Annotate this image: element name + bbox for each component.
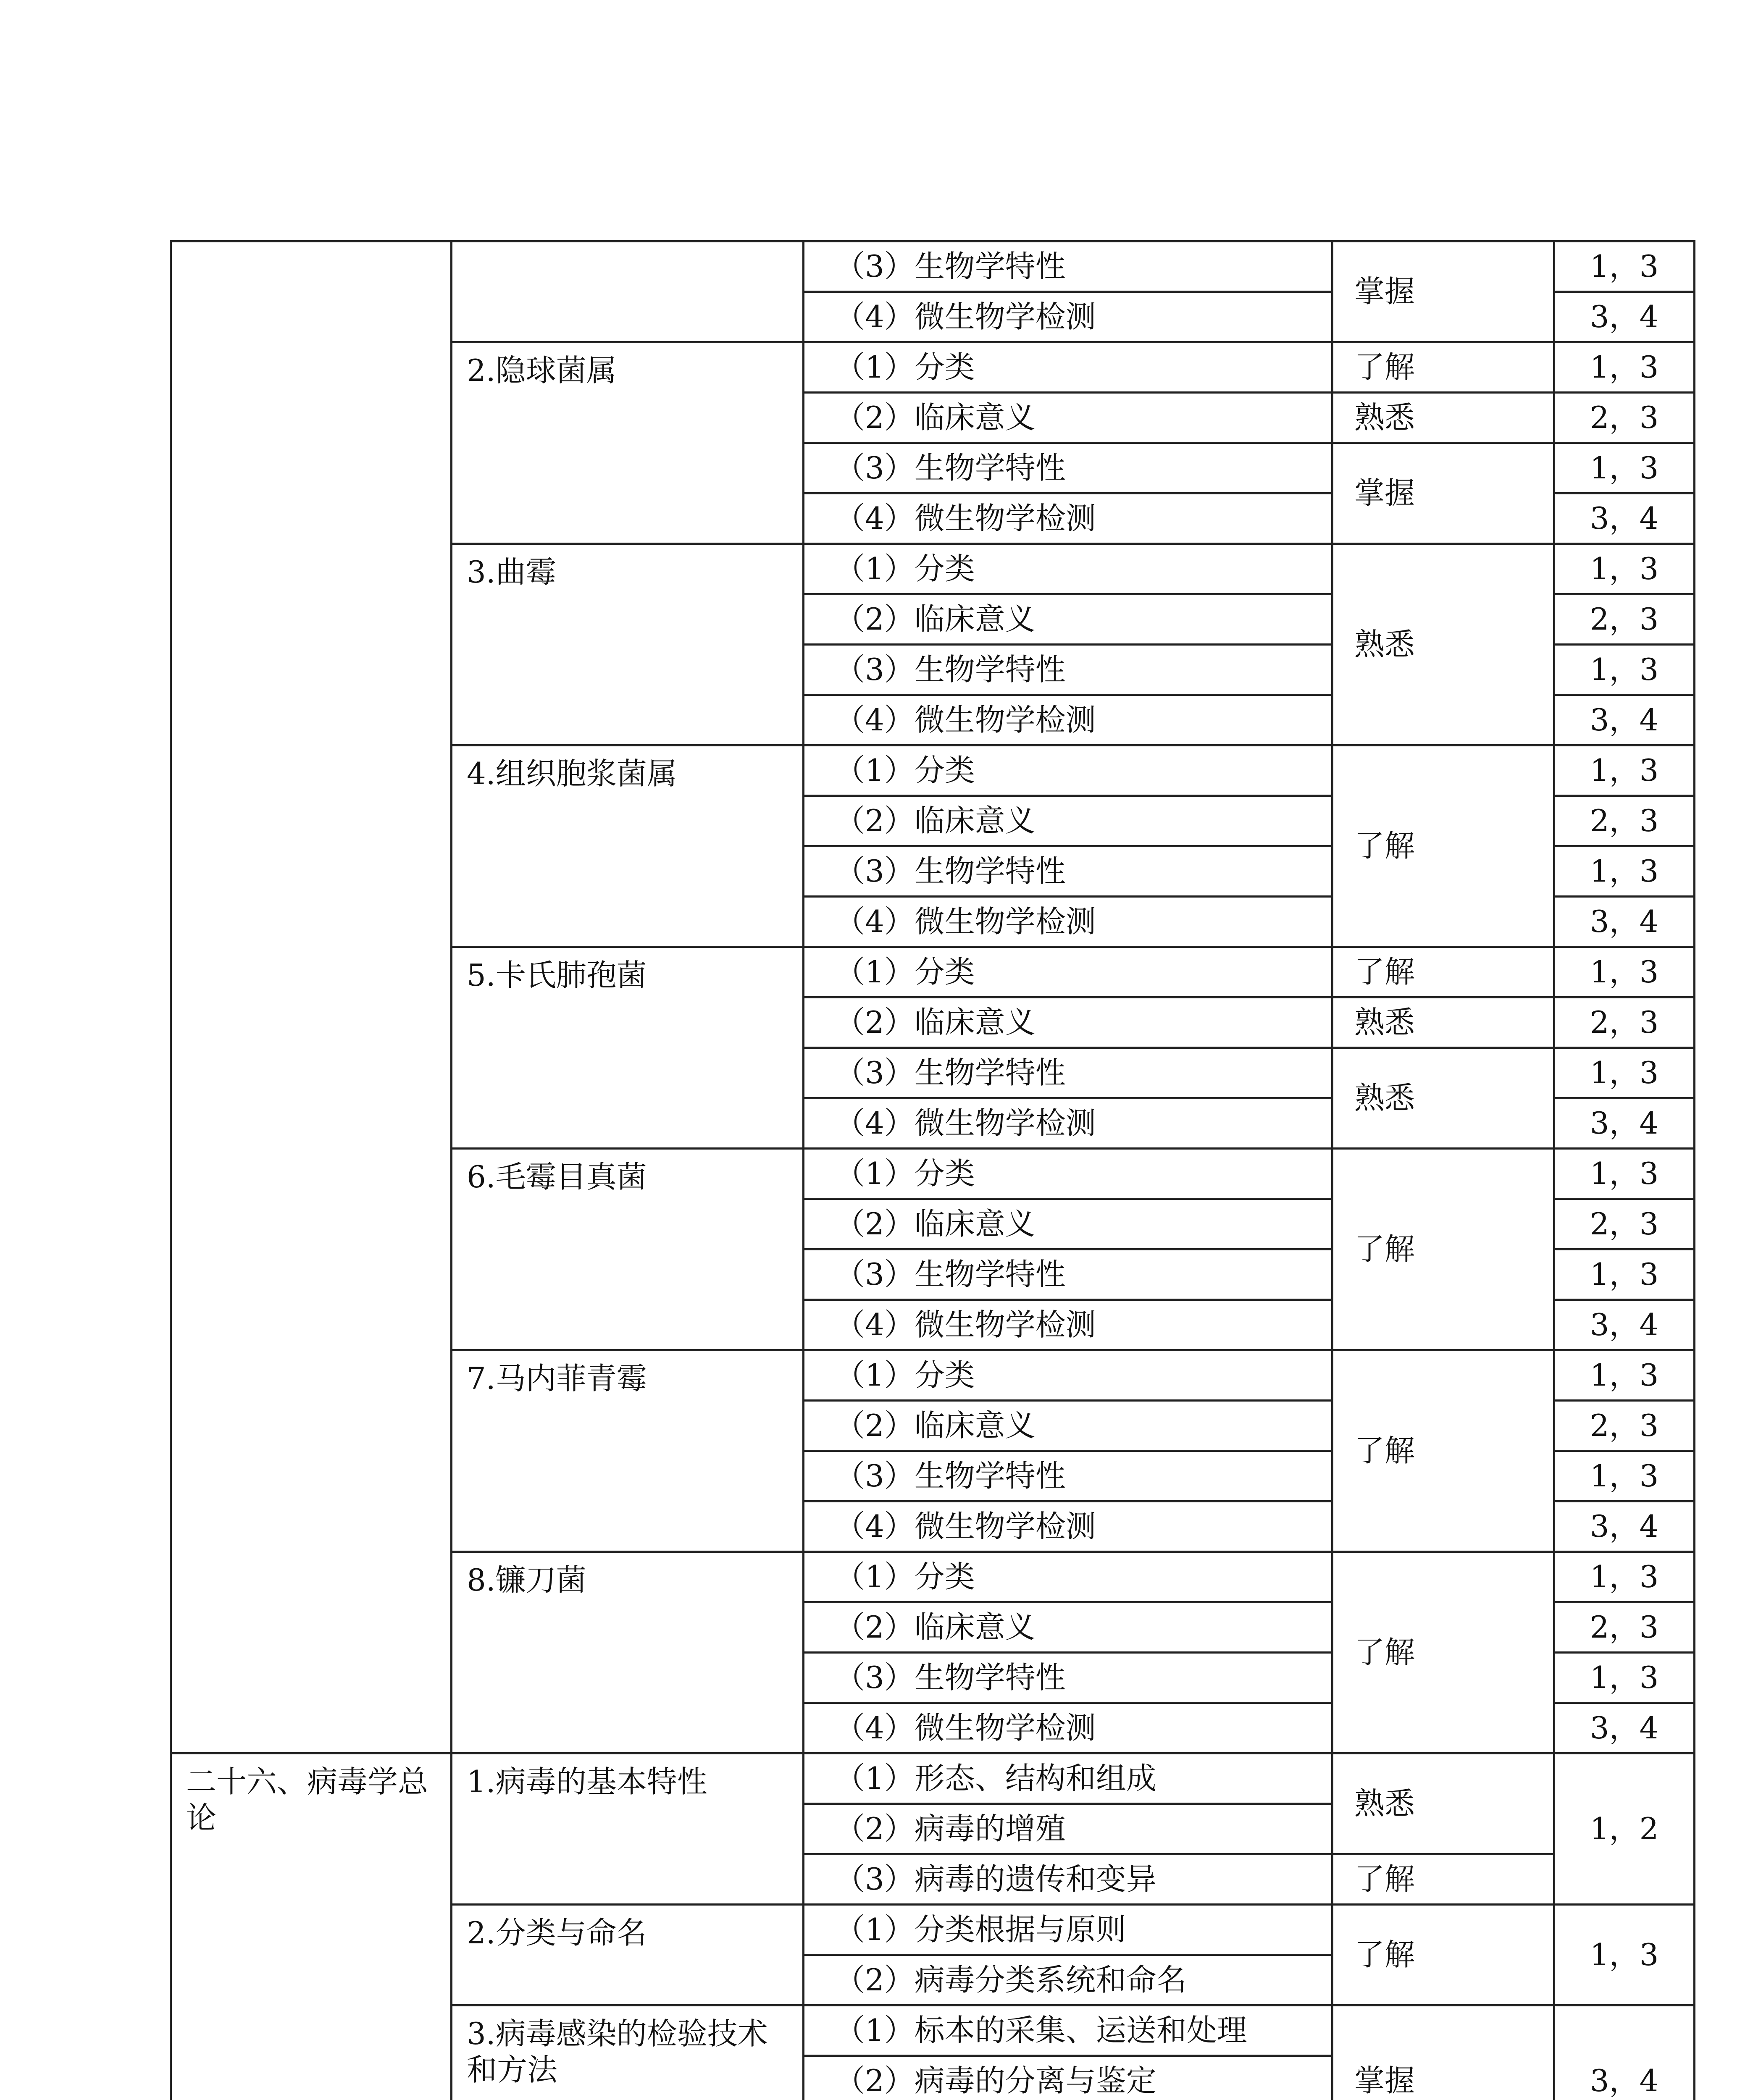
content-cell: （1）标本的采集、运送和处理: [804, 2006, 1332, 2056]
topic-cell: 1.病毒的基本特性: [452, 1754, 804, 1905]
requirement-cell: 了解: [1332, 1854, 1554, 1905]
content-cell: （2）病毒分类系统和命名: [804, 1955, 1332, 2006]
topic-cell: 8.镰刀菌: [452, 1552, 804, 1754]
content-cell: （2）临床意义: [804, 393, 1332, 443]
requirement-cell: 了解: [1332, 1149, 1554, 1350]
cognitive-level-cell: 2，3: [1554, 1199, 1695, 1250]
requirement-cell: 熟悉: [1332, 393, 1554, 443]
requirement-cell: 了解: [1332, 746, 1554, 947]
topic-cell: 4.组织胞浆菌属: [452, 746, 804, 947]
cognitive-level-cell: 1，3: [1554, 645, 1695, 695]
topic-cell: 5.卡氏肺孢菌: [452, 947, 804, 1149]
syllabus-table-body: [171, 242, 1695, 2100]
cognitive-level-cell: 3，4: [1554, 1098, 1695, 1149]
requirement-cell: 了解: [1332, 1552, 1554, 1754]
unit-cell: [171, 242, 452, 1754]
cognitive-level-cell: 1，3: [1554, 947, 1695, 998]
content-cell: （1）分类: [804, 746, 1332, 796]
topic-cell: [452, 242, 804, 342]
cognitive-level-cell: 1，3: [1554, 1653, 1695, 1703]
cognitive-level-cell: 2，3: [1554, 393, 1695, 443]
topic-cell: 3.病毒感染的检验技术和方法: [452, 2006, 804, 2100]
cognitive-level-cell: 3，4: [1554, 1502, 1695, 1552]
requirement-cell: 掌握: [1332, 443, 1554, 544]
cognitive-level-cell: 3，4: [1554, 292, 1695, 342]
content-cell: （4）微生物学检测: [804, 292, 1332, 342]
cognitive-level-cell: 1，3: [1554, 846, 1695, 897]
requirement-cell: 了解: [1332, 342, 1554, 393]
content-cell: （1）分类: [804, 342, 1332, 393]
cognitive-level-cell: 2，3: [1554, 1602, 1695, 1653]
topic-cell: 3.曲霉: [452, 544, 804, 746]
content-cell: （2）病毒的增殖: [804, 1804, 1332, 1854]
requirement-cell: 了解: [1332, 1350, 1554, 1552]
content-cell: （2）临床意义: [804, 1401, 1332, 1451]
topic-cell: 2.分类与命名: [452, 1905, 804, 2006]
requirement-cell: 熟悉: [1332, 544, 1554, 746]
content-cell: （1）分类根据与原则: [804, 1905, 1332, 1955]
content-cell: （2）临床意义: [804, 998, 1332, 1048]
cognitive-level-cell: 3，4: [1554, 2006, 1695, 2100]
cognitive-level-cell: 1，3: [1554, 1149, 1695, 1199]
requirement-cell: 了解: [1332, 947, 1554, 998]
cognitive-level-cell: 1，3: [1554, 746, 1695, 796]
content-cell: （2）病毒的分离与鉴定: [804, 2056, 1332, 2100]
content-cell: （4）微生物学检测: [804, 1703, 1332, 1754]
cognitive-level-cell: 1，3: [1554, 544, 1695, 594]
content-cell: （1）分类: [804, 1350, 1332, 1401]
content-cell: （4）微生物学检测: [804, 1300, 1332, 1350]
content-cell: （1）形态、结构和组成: [804, 1754, 1332, 1804]
cognitive-level-cell: 2，3: [1554, 998, 1695, 1048]
requirement-cell: 掌握: [1332, 242, 1554, 342]
content-cell: （2）临床意义: [804, 796, 1332, 846]
topic-cell: 7.马内菲青霉: [452, 1350, 804, 1552]
cognitive-level-cell: 1，2: [1554, 1754, 1695, 1905]
content-cell: （1）分类: [804, 544, 1332, 594]
content-cell: （3）生物学特性: [804, 1451, 1332, 1502]
content-cell: （2）临床意义: [804, 1602, 1332, 1653]
cognitive-level-cell: 1，3: [1554, 342, 1695, 393]
cognitive-level-cell: 1，3: [1554, 1250, 1695, 1300]
content-cell: （1）分类: [804, 1149, 1332, 1199]
cognitive-level-cell: 1，3: [1554, 1552, 1695, 1602]
cognitive-level-cell: 1，3: [1554, 242, 1695, 292]
content-cell: （3）生物学特性: [804, 846, 1332, 897]
cognitive-level-cell: 3，4: [1554, 1703, 1695, 1754]
content-cell: （4）微生物学检测: [804, 897, 1332, 947]
content-cell: （4）微生物学检测: [804, 695, 1332, 746]
cognitive-level-cell: 1，3: [1554, 443, 1695, 494]
table-row: [171, 1754, 1695, 1804]
content-cell: （1）分类: [804, 947, 1332, 998]
content-cell: （3）病毒的遗传和变异: [804, 1854, 1332, 1905]
requirement-cell: 熟悉: [1332, 998, 1554, 1048]
cognitive-level-cell: 2，3: [1554, 594, 1695, 645]
content-cell: （1）分类: [804, 1552, 1332, 1602]
content-cell: （3）生物学特性: [804, 242, 1332, 292]
content-cell: （4）微生物学检测: [804, 494, 1332, 544]
unit-cell: 二十六、病毒学总论: [171, 1754, 452, 2100]
cognitive-level-cell: 3，4: [1554, 695, 1695, 746]
cognitive-level-cell: 1，3: [1554, 1048, 1695, 1098]
content-cell: （2）临床意义: [804, 594, 1332, 645]
content-cell: （4）微生物学检测: [804, 1098, 1332, 1149]
content-cell: （3）生物学特性: [804, 1653, 1332, 1703]
content-cell: （4）微生物学检测: [804, 1502, 1332, 1552]
topic-cell: 2.隐球菌属: [452, 342, 804, 544]
content-cell: （3）生物学特性: [804, 443, 1332, 494]
content-cell: （2）临床意义: [804, 1199, 1332, 1250]
cognitive-level-cell: 2，3: [1554, 1401, 1695, 1451]
cognitive-level-cell: 1，3: [1554, 1451, 1695, 1502]
requirement-cell: 熟悉: [1332, 1754, 1554, 1854]
content-cell: （3）生物学特性: [804, 1250, 1332, 1300]
requirement-cell: 了解: [1332, 1905, 1554, 2006]
cognitive-level-cell: 1，3: [1554, 1350, 1695, 1401]
content-cell: （3）生物学特性: [804, 645, 1332, 695]
topic-cell: 6.毛霉目真菌: [452, 1149, 804, 1350]
syllabus-table: [170, 240, 1695, 2100]
cognitive-level-cell: 1，3: [1554, 1905, 1695, 2006]
requirement-cell: 掌握: [1332, 2006, 1554, 2100]
cognitive-level-cell: 2，3: [1554, 796, 1695, 846]
content-cell: （3）生物学特性: [804, 1048, 1332, 1098]
cognitive-level-cell: 3，4: [1554, 494, 1695, 544]
requirement-cell: 熟悉: [1332, 1048, 1554, 1149]
cognitive-level-cell: 3，4: [1554, 897, 1695, 947]
cognitive-level-cell: 3，4: [1554, 1300, 1695, 1350]
table-row: [171, 242, 1695, 292]
